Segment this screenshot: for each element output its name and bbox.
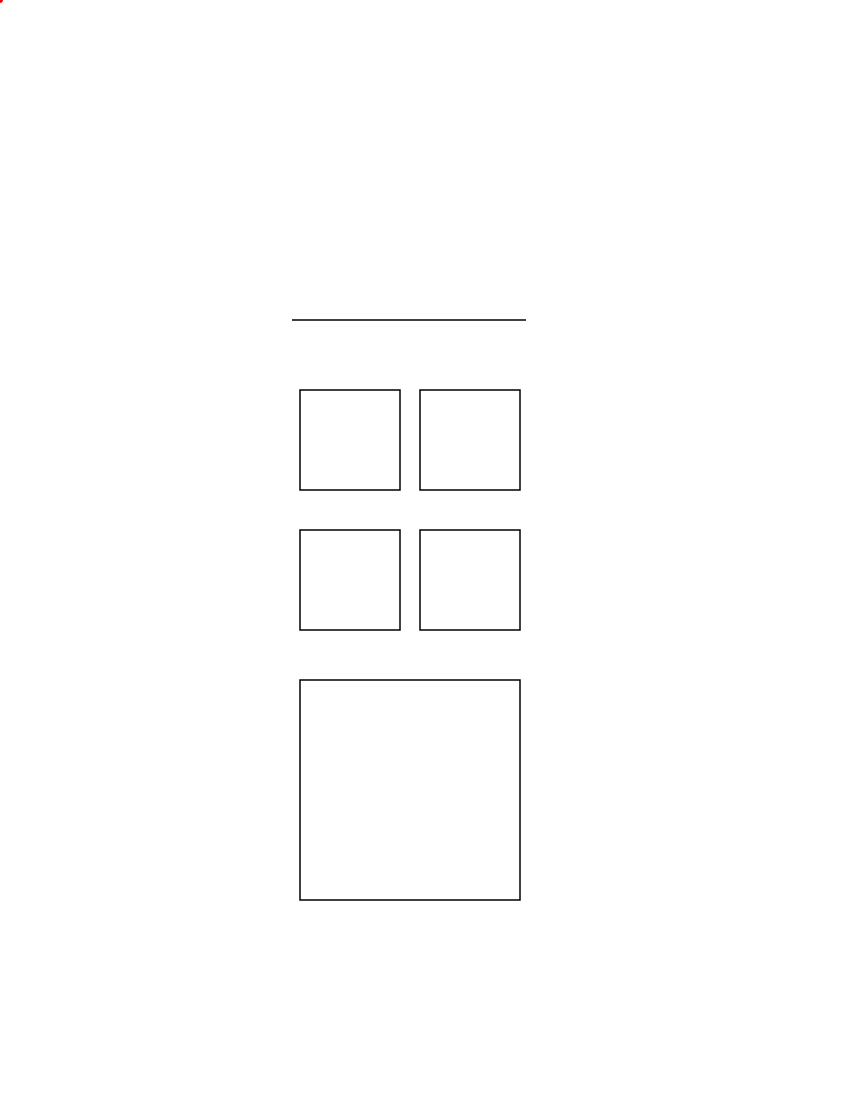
original-particle-motion-panel [300,530,400,630]
original-pm-frame [300,530,400,630]
original-window-frame [300,390,400,490]
contour-frame [300,680,520,900]
corrected-pm-frame [420,530,520,630]
corrected-particle-motion-panel [420,530,520,630]
best-fit-marker [0,0,3,3]
corrected-window-frame [420,390,520,490]
corrected-window-panel [420,390,520,490]
original-window-panel [300,390,400,490]
